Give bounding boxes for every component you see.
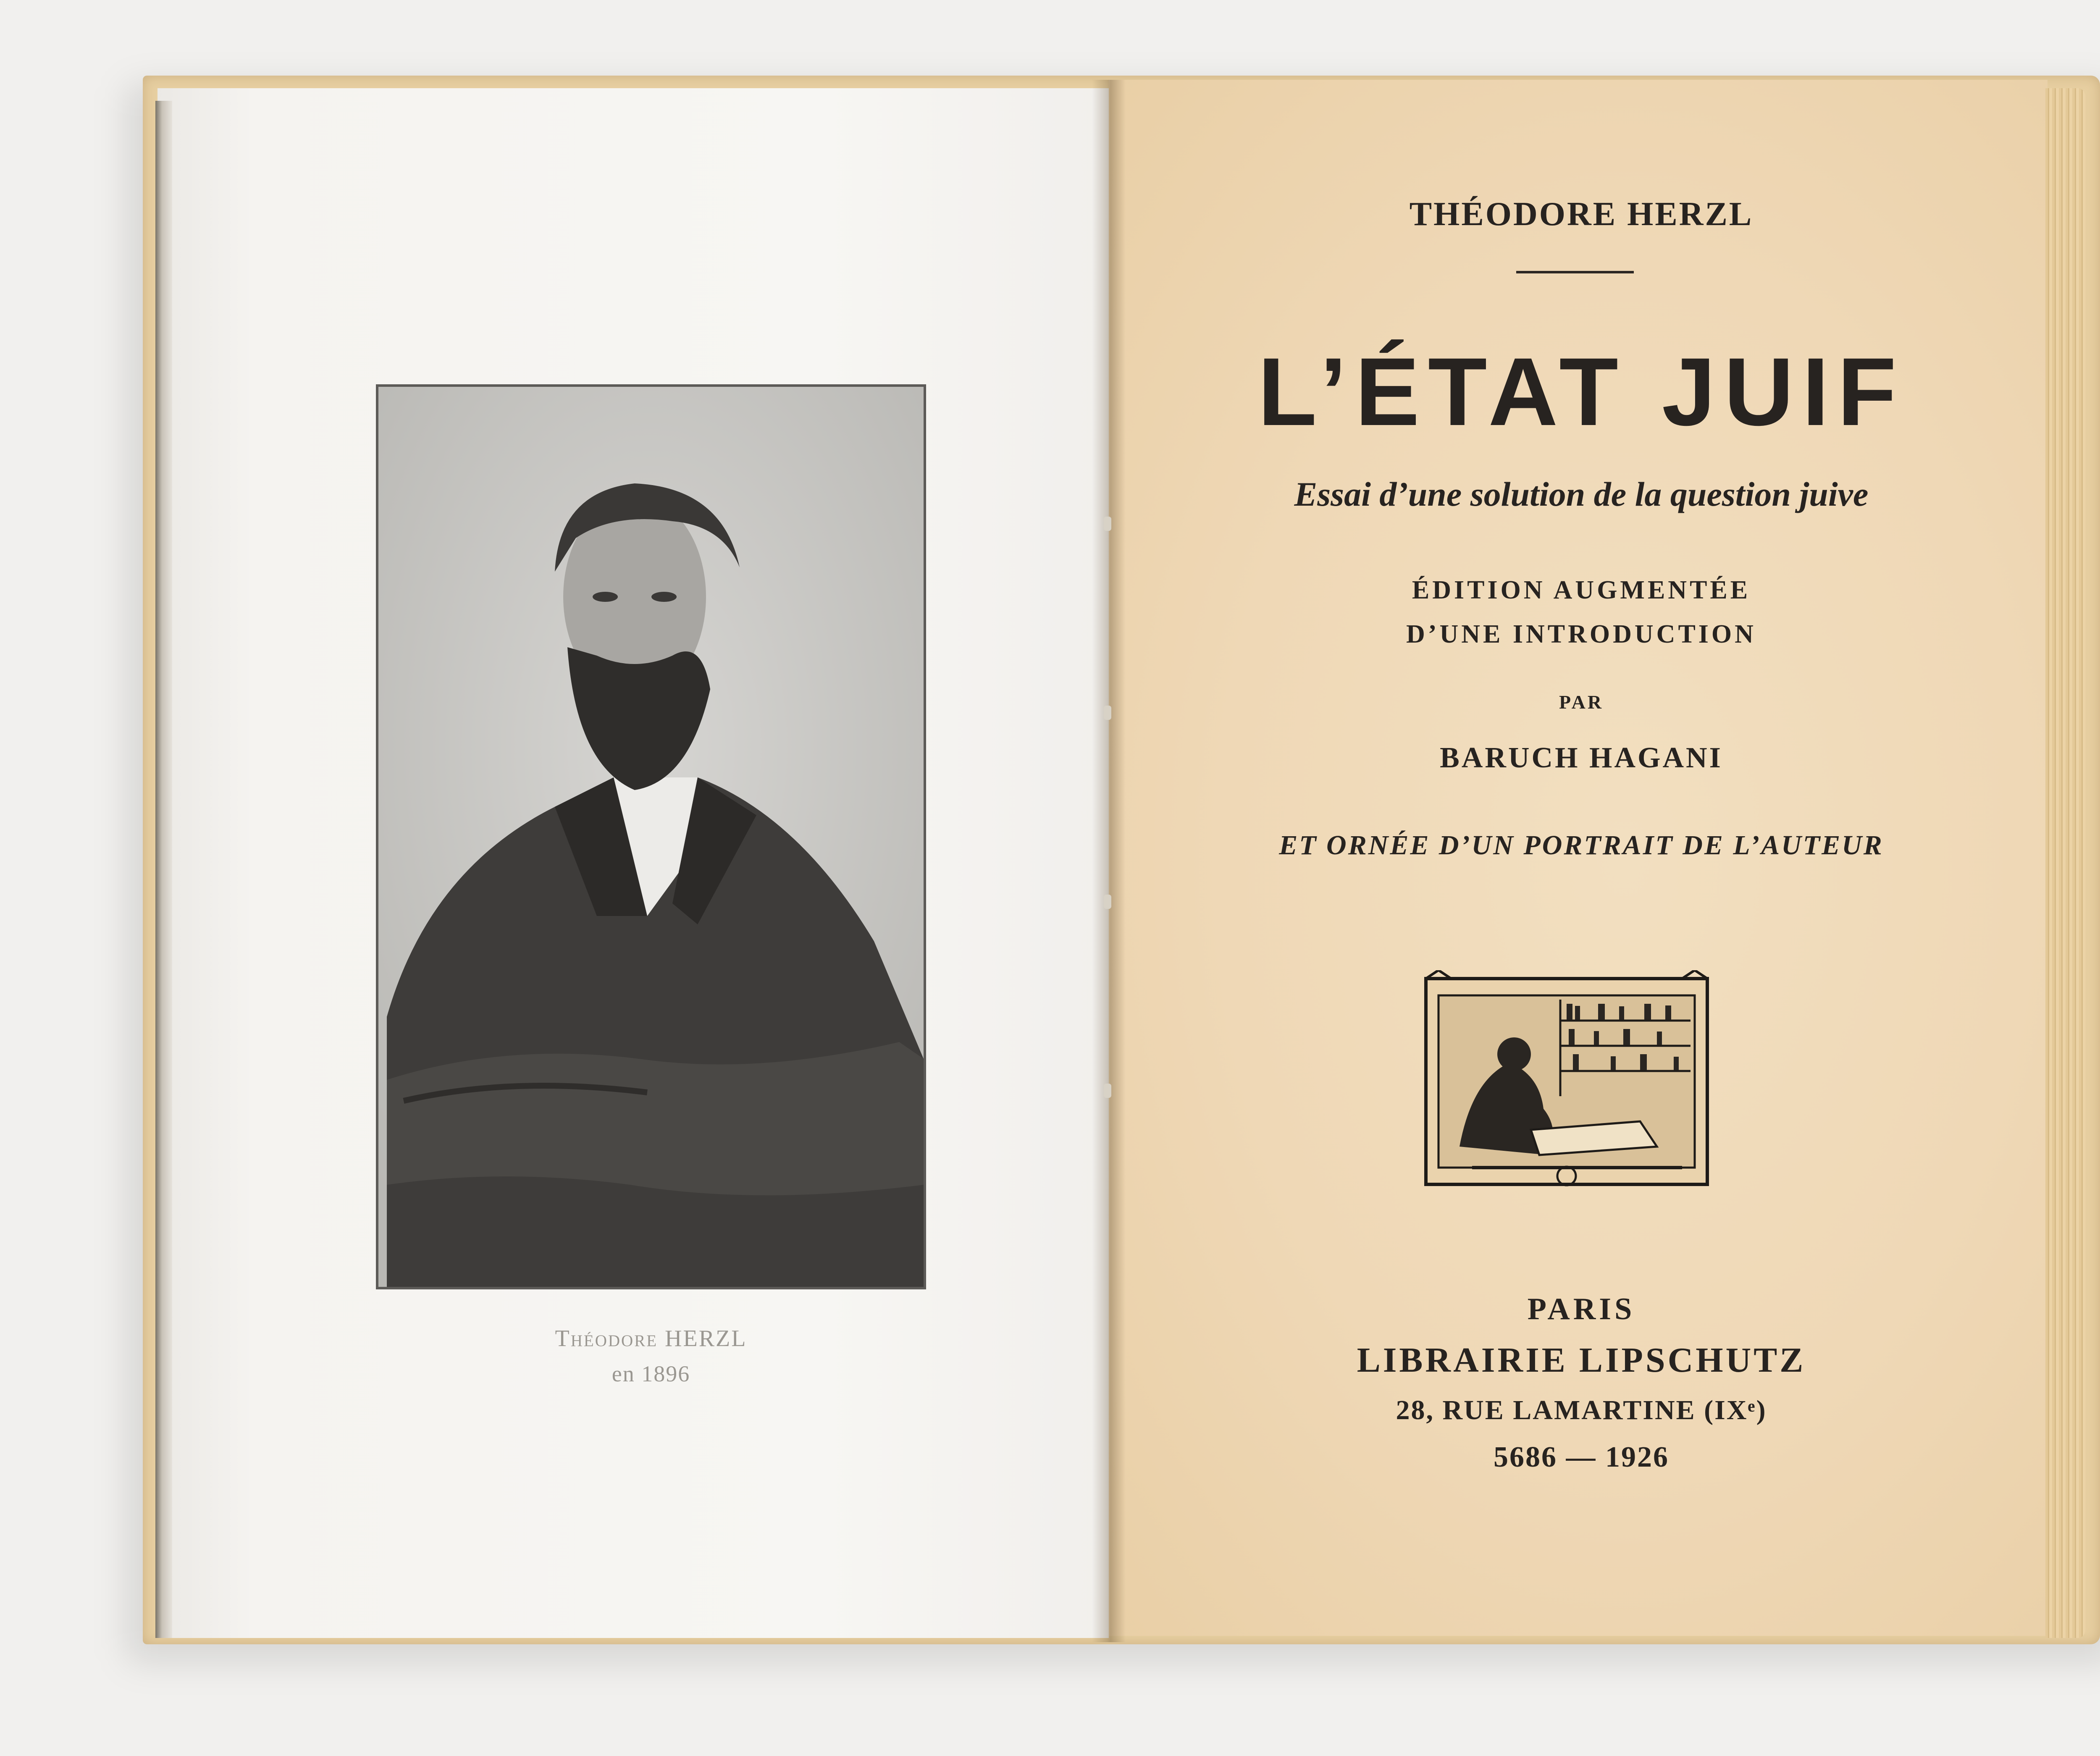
- scholar-in-library-engraving-icon: [1422, 970, 1712, 1189]
- par-label: PAR: [1559, 691, 1604, 713]
- publisher-name: LIBRAIRIE LIPSCHUTZ: [1357, 1341, 1806, 1380]
- binding-stitch: [1104, 895, 1111, 909]
- binding-stitch: [1104, 517, 1111, 531]
- binding-stitch: [1104, 1084, 1111, 1098]
- portrait-caption-year: en 1896: [612, 1361, 690, 1386]
- right-page-edges: [2045, 88, 2085, 1638]
- editor-name: BARUCH HAGANI: [1440, 742, 1723, 774]
- portrait-photograph-icon: [378, 387, 924, 1287]
- title-rule: [1516, 271, 1634, 273]
- publisher-city: PARIS: [1527, 1292, 1635, 1326]
- edition-line-1: ÉDITION AUGMENTÉE: [1412, 576, 1751, 604]
- portrait-note: ET ORNÉE D’UN PORTRAIT DE L’AUTEUR: [1279, 830, 1884, 861]
- author-name: THÉODORE HERZL: [1409, 196, 1754, 233]
- edition-line-2: D’UNE INTRODUCTION: [1406, 620, 1756, 648]
- left-page-edge: [155, 101, 172, 1638]
- publisher-address: 28, RUE LAMARTINE (IXᵉ): [1396, 1395, 1767, 1425]
- binding-stitch: [1104, 706, 1111, 720]
- portrait-caption-name: Théodore HERZL: [555, 1326, 747, 1352]
- publication-year: 5686 — 1926: [1494, 1441, 1669, 1473]
- book-title: L’ÉTAT JUIF: [1257, 338, 1905, 446]
- book-subtitle: Essai d’une solution de la question juive: [1294, 475, 1869, 513]
- portrait-photograph: [376, 384, 926, 1289]
- book-gutter: [1092, 80, 1126, 1642]
